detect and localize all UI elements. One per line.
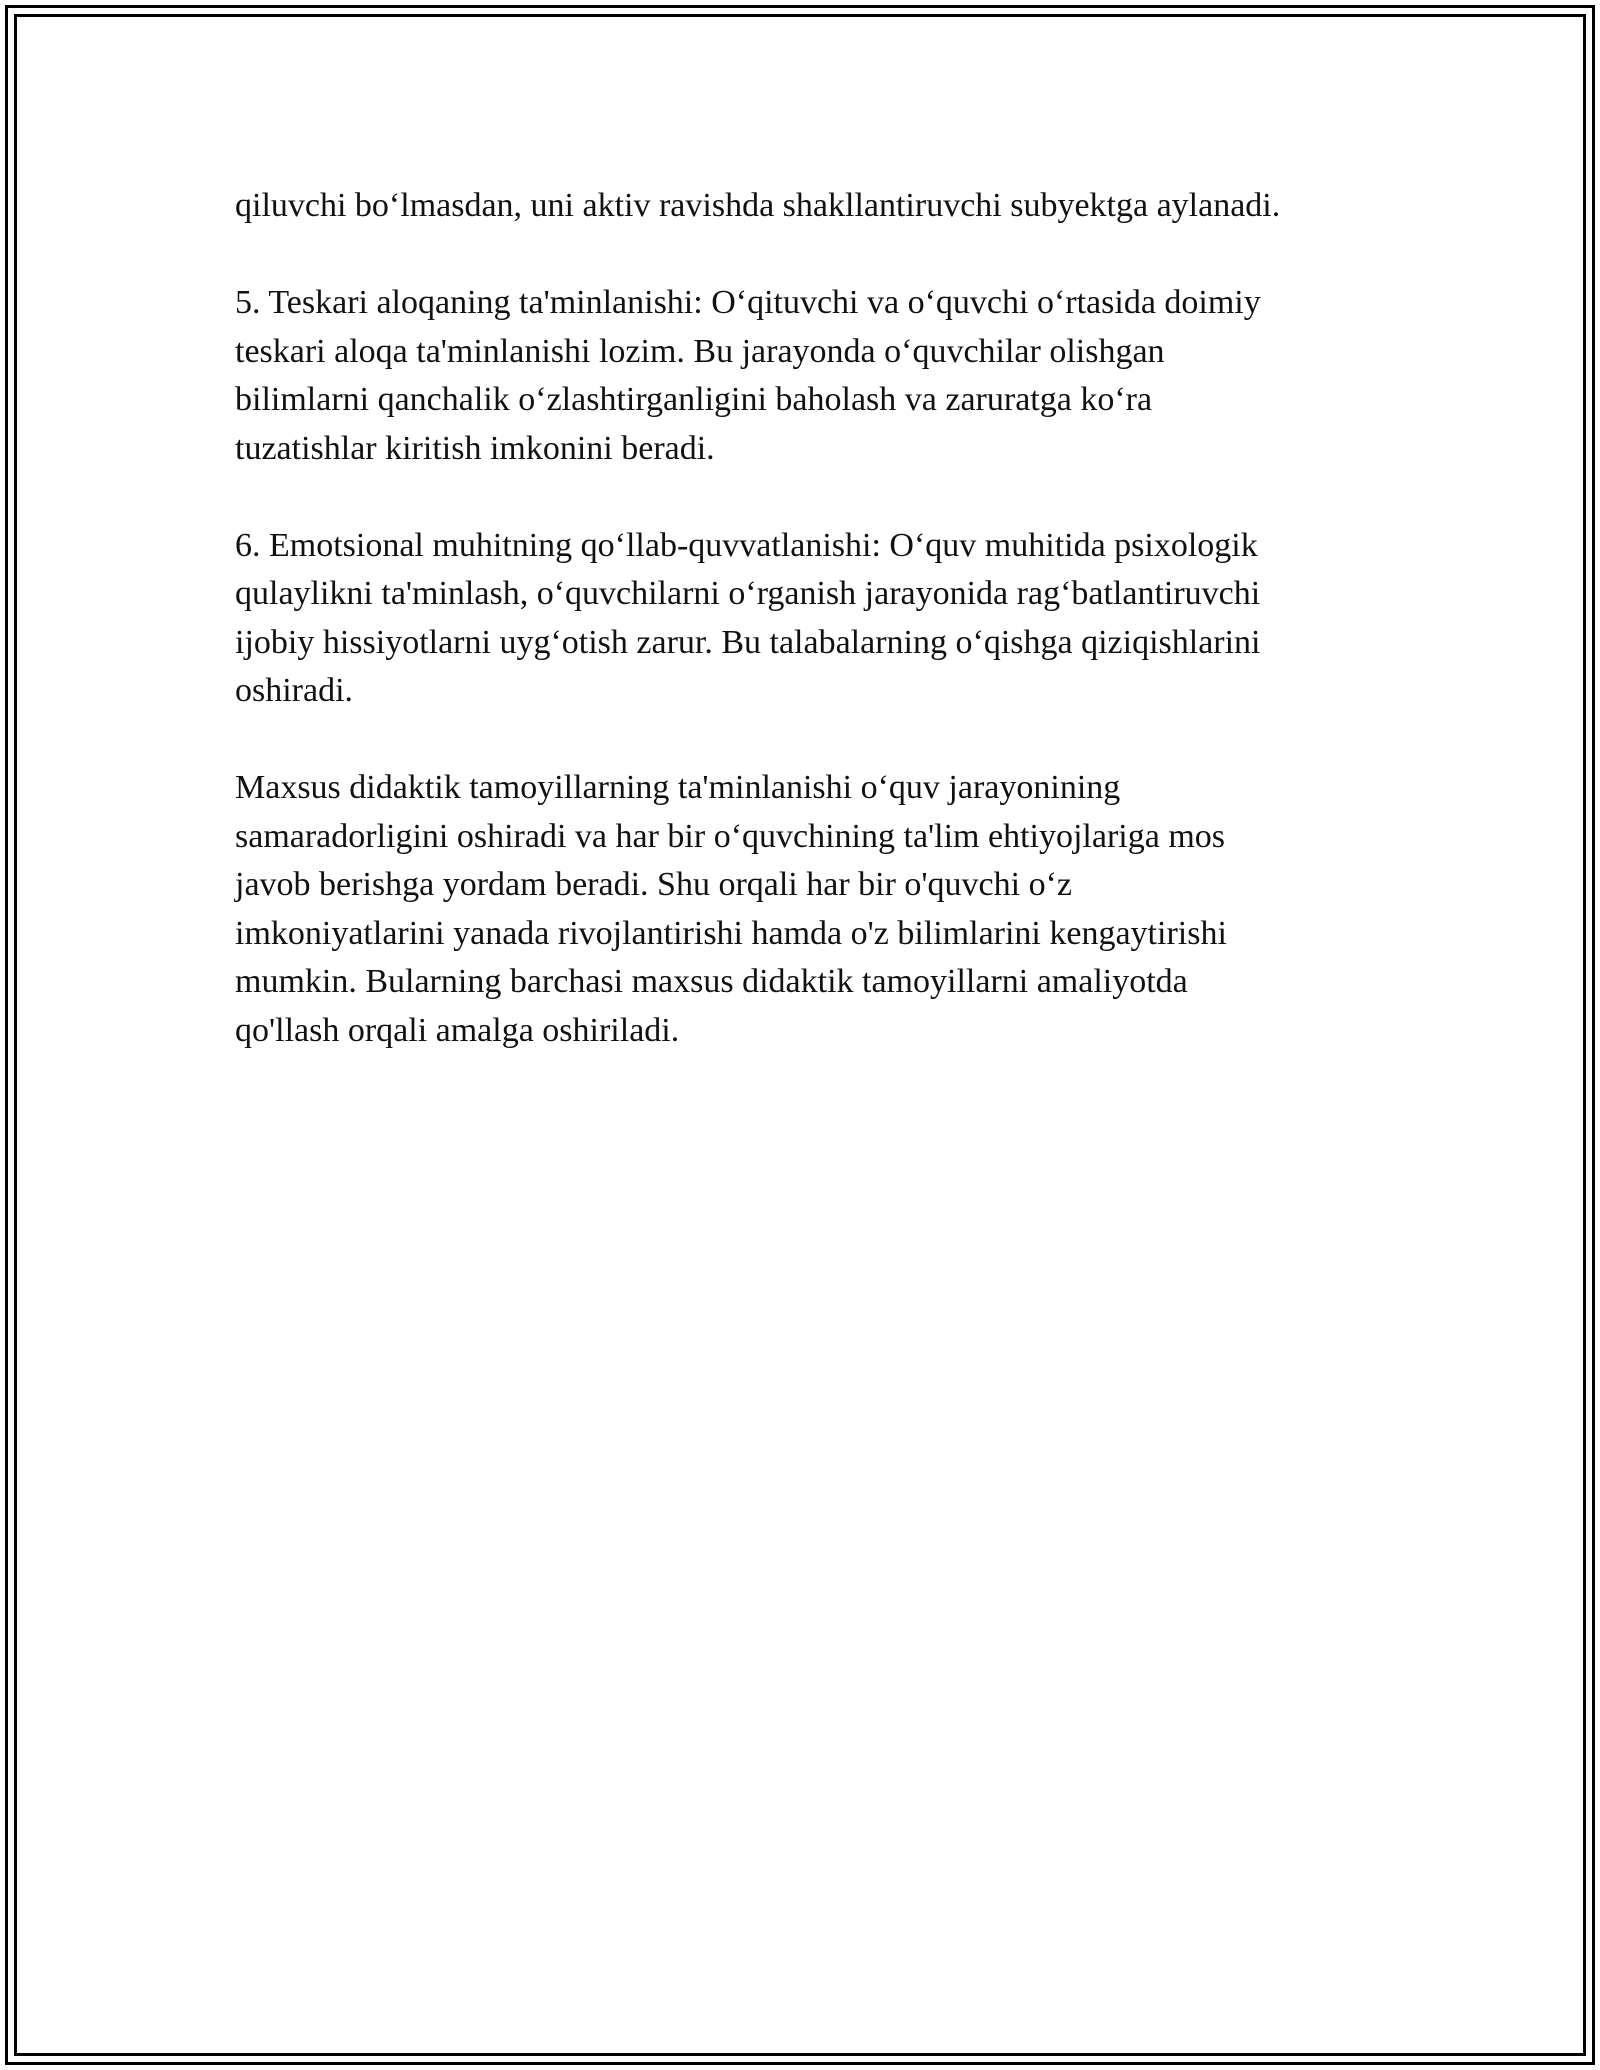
text-line: tuzatishlar kiritish imkonini beradi. xyxy=(235,429,715,467)
text-line: Maxsus didaktik tamoyillarning ta'minlanishi o‘quv jarayonining xyxy=(235,769,1121,806)
text-line: teskari aloqa ta'minlanishi lozim. Bu jarayonda o‘quvchilar olishgan xyxy=(235,332,1165,370)
text-line: javob berishga yordam beradi. Shu orqali har bir o'quvchi o‘z xyxy=(235,866,1073,903)
document-body xyxy=(235,182,1395,1104)
paragraph-emotional-support xyxy=(235,522,1395,716)
text-line: 6. Emotsional muhitning qo‘llab-quvvatlanishi: O‘quv muhitida psixologik xyxy=(235,526,1258,564)
paragraph-conclusion xyxy=(235,764,1395,1055)
text-line: samaradorligini oshiradi va har bir o‘quvchining ta'lim ehtiyojlariga mos xyxy=(235,817,1226,855)
text-line: imkoniyatlarini yanada rivojlantirishi hamda o'z bilimlarini kengaytirishi xyxy=(235,914,1227,952)
text-line: 5. Teskari aloqaning ta'minlanishi: O‘qituvchi va o‘quvchi o‘rtasida doimiy xyxy=(235,284,1261,321)
text-line: oshiradi. xyxy=(235,672,354,709)
text-line: bilimlarni qanchalik o‘zlashtirganligini baholash va zaruratga ko‘ra xyxy=(235,381,1153,418)
text-line: mumkin. Bularning barchasi maxsus didaktik tamoyillarni amaliyotda xyxy=(235,963,1188,1000)
text-line: qiluvchi bo‘lmasdan, uni aktiv ravishda shakllantiruvchi subyektga aylanadi. xyxy=(235,187,1281,224)
paragraph-continuation xyxy=(235,182,1395,231)
text-line: qo'llash orqali amalga oshiriladi. xyxy=(235,1011,680,1049)
text-line: qulaylikni ta'minlash, o‘quvchilarni o‘rganish jarayonida rag‘batlantiruvchi xyxy=(235,575,1261,612)
paragraph-feedback xyxy=(235,279,1395,473)
text-line: ijobiy hissiyotlarni uyg‘otish zarur. Bu talabalarning o‘qishga qiziqishlarini xyxy=(235,623,1261,661)
